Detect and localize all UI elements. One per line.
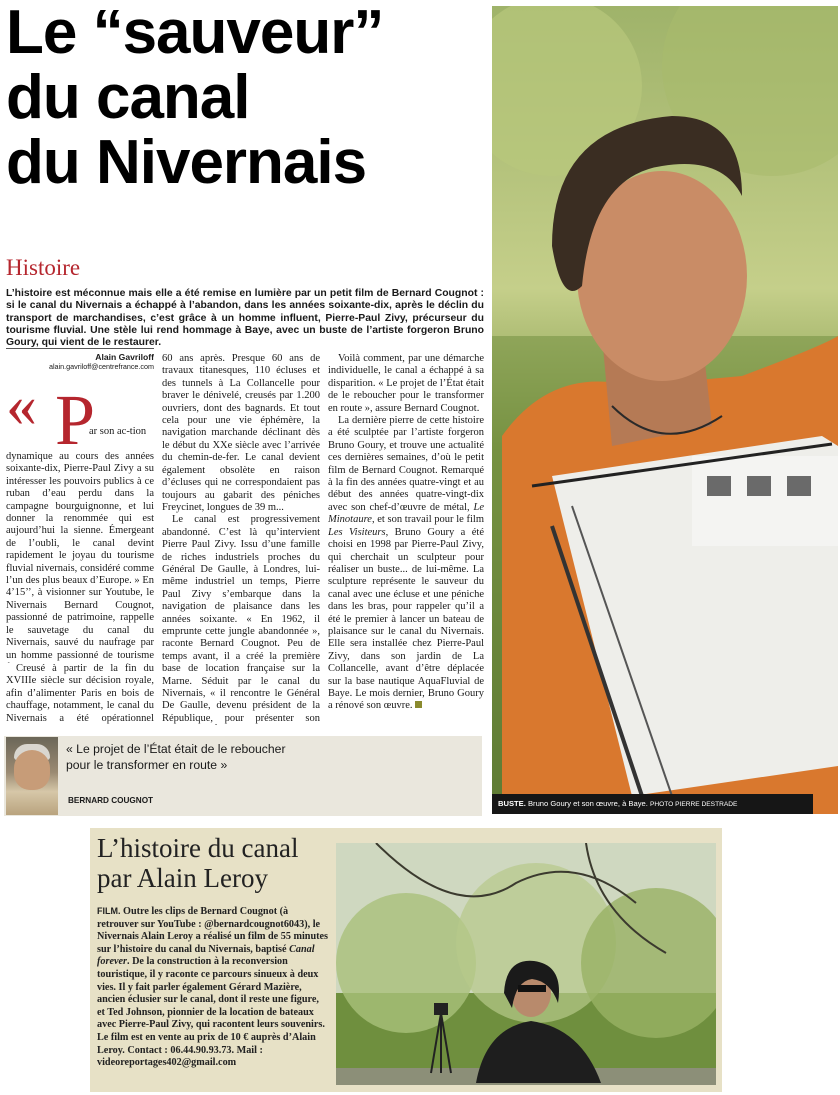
- sidebar-photo: [336, 843, 716, 1085]
- article-paragraph-3: Le canal est progressivement abandonné. C’est là qu’intervient Pierre Paul Zivy. Issu d’une famille de riches industriels proches du Général De Gaulle, à Londres, lui-même industriel un temps, Pierre Paul Zivy s’embarque dans la navigation de plaisance dans les années soixante. « En 1962, il emprunte cette jungle abandonnée », raconte Bernard Cougnot. Peu de temps avant, il a créé la première base de location française sur la Marne. Séduit par le canal du Nivernais, « il rencontre le Général De Gaulle, devenu président de la République, pour présenter son: [162, 514, 320, 724]
- byline-email: alain.gavriloff@centrefrance.com: [48, 362, 154, 371]
- article-column-1: [6, 451, 154, 725]
- drop-cap-letter: P: [55, 380, 96, 460]
- caption-label: BUSTE.: [498, 799, 526, 808]
- film-title-visiteurs: Les Visiteurs: [328, 526, 386, 538]
- headline: [6, 0, 486, 195]
- article-paragraph-2a: Creusé à partir de la fin du XVIIIe siècle sur décision royale, afin d’alimenter Paris en bois de chauffage, notamment, le canal du Nivernais a été opérationnel: [6, 663, 154, 724]
- article-paragraph-1: dynamique au cours des années soixante-dix, Pierre-Paul Zivy a su intéresser les pouvoirs publics à ce ruban d’eau perdu dans la campagne bourguignonne, et lui donner la renommée qui est aujourd’hui la sienne. Émergeant de l’oubli, le canal devint rapidement le joyau du tourisme fluvial nivernais, considéré comme l’un des plus beaux d’Europe. » En 4’15’’, à visionner sur Youtube, le Nivernais Bernard Cougnot, passionné de patrimoine, rappelle le sauvetage du canal du Nivernais, sauvé du naufrage par un homme passionné de tourisme: [6, 451, 154, 661]
- article-column-2: [162, 353, 320, 725]
- main-photo-illustration: [492, 6, 838, 814]
- headline-line-1: Le “sauveur”: [6, 0, 384, 67]
- pull-quote-text: « Le projet de l’État était de le reboucher pour le transformer en route »: [66, 742, 286, 772]
- caption-credit: PHOTO PIERRE DESTRADE: [649, 801, 738, 808]
- section-kicker: Histoire: [6, 255, 81, 280]
- headline-line-2: du canal: [6, 63, 250, 132]
- sidebar-photo-illustration: [336, 843, 716, 1085]
- sidebar-lead: FILM.: [97, 906, 121, 916]
- photo-caption: [492, 794, 813, 814]
- headline-line-3: du Nivernais: [6, 128, 367, 197]
- portrait-face: [14, 750, 50, 790]
- article-paragraph-1-start: ar son ac-tion: [89, 426, 147, 437]
- article-paragraph-2: 60 ans après. Presque 60 ans de travaux titanesques, 110 écluses et des tunnels à La Collancelle pour braver le dénivelé, creusés par 1.200 ouvriers, dont des bagnards. Et tout cela pour une vie éphémère, la navigation marchande déclinant dès le début du XXe siècle avec l’arrivée du chemin-de-fer. Le canal devient également obsolète en raison d’écluses qui ne correspondaient pas toujours au gabarit des péniches Freycinet, longues de 39 m...: [162, 353, 320, 513]
- sidebar-film-title: Canal forever: [97, 943, 315, 968]
- sidebar-text: FILM. Outre les clips de Bernard Cougnot (à retrouver sur YouTube : @bernardcougnot6043), le Nivernais Alain Leroy a réalisé un film de 55 minutes sur l’histoire du canal du Nivernais, baptisé Canal forever. De la construction à la reconversion touristique, il y raconte ce parcours sinueux à deux vies. Il y fait parler également Gérard Mazière, ancien éclusier sur le canal, dont il reste une figure, et Ted Johnson, pionnier de la location de bateaux avec Pierre-Paul Zivy, qui racontent leurs souvenirs. Le film est en vente au prix de 10 € auprès d’Alain Leroy. Contact : 06.44.90.93.73. Mail : videoreportages402@gmail.com: [97, 906, 329, 1069]
- byline: [6, 348, 154, 371]
- pull-quote-author: BERNARD COUGNOT: [68, 796, 154, 805]
- sidebar-title: L’histoire du canal par Alain Leroy: [97, 833, 299, 893]
- standfirst: L’histoire est méconnue mais elle a été remise en lumière par un petit film de Bernard Cougnot : si le canal du Nivernais a échappé à l’abandon, dans les années soixante-dix, après le déclin du transport de marchandises, c’est grâce à un homme influent, Pierre-Paul Zivy, précurseur du tourisme fluvial. Une stèle lui rend hommage à Baye, avec un buste de l’artiste forgeron Bruno Goury, qui vient de le restaurer.: [6, 288, 484, 349]
- drop-quote-mark: «: [6, 372, 37, 440]
- article-paragraph-5: La dernière pierre de cette histoire a été sculptée par l’artiste forgeron Bruno Goury, et trouve une actualité ces dernières semaines, d’où le petit film de Bernard Cougnot. Remarqué à la fin des années quatre-vingt et au début des années quatre-vingt-dix avec son chef-d’œuvre de métal, Le Minotaure, et son travail pour le film Les Visiteurs, Bruno Goury a été choisi en 1998 par Pierre-Paul Zivy, qui cherchait un sculpteur pour réaliser un buste... de lui-même. La sculpture représente le sauveur du canal avec une écluse et une péniche dans les bras, pour rappeler qu’il a été le premier à lancer un bateau de plaisance sur le canal du Nivernais. Elle sera installée chez Pierre-Paul Zivy, dans son jardin de La Collancelle, avant d’être déplacée sur la base nautique AquaFluvial de Baye. Le mois dernier, Bruno Goury a rénové son œuvre.: [328, 415, 484, 712]
- caption-text: Bruno Goury et son œuvre, à Baye.: [527, 799, 648, 808]
- main-photo: [492, 6, 838, 814]
- work-title-minotaure: Le Minotaure: [328, 501, 484, 526]
- byline-name: Alain Gavriloff: [95, 352, 154, 362]
- article-paragraph-4: Voilà comment, par une démarche individuelle, le canal a échappé à sa disparition. « Le projet de l’État était de le reboucher pour le transformer en route », assure Bernard Cougnot.: [328, 353, 484, 414]
